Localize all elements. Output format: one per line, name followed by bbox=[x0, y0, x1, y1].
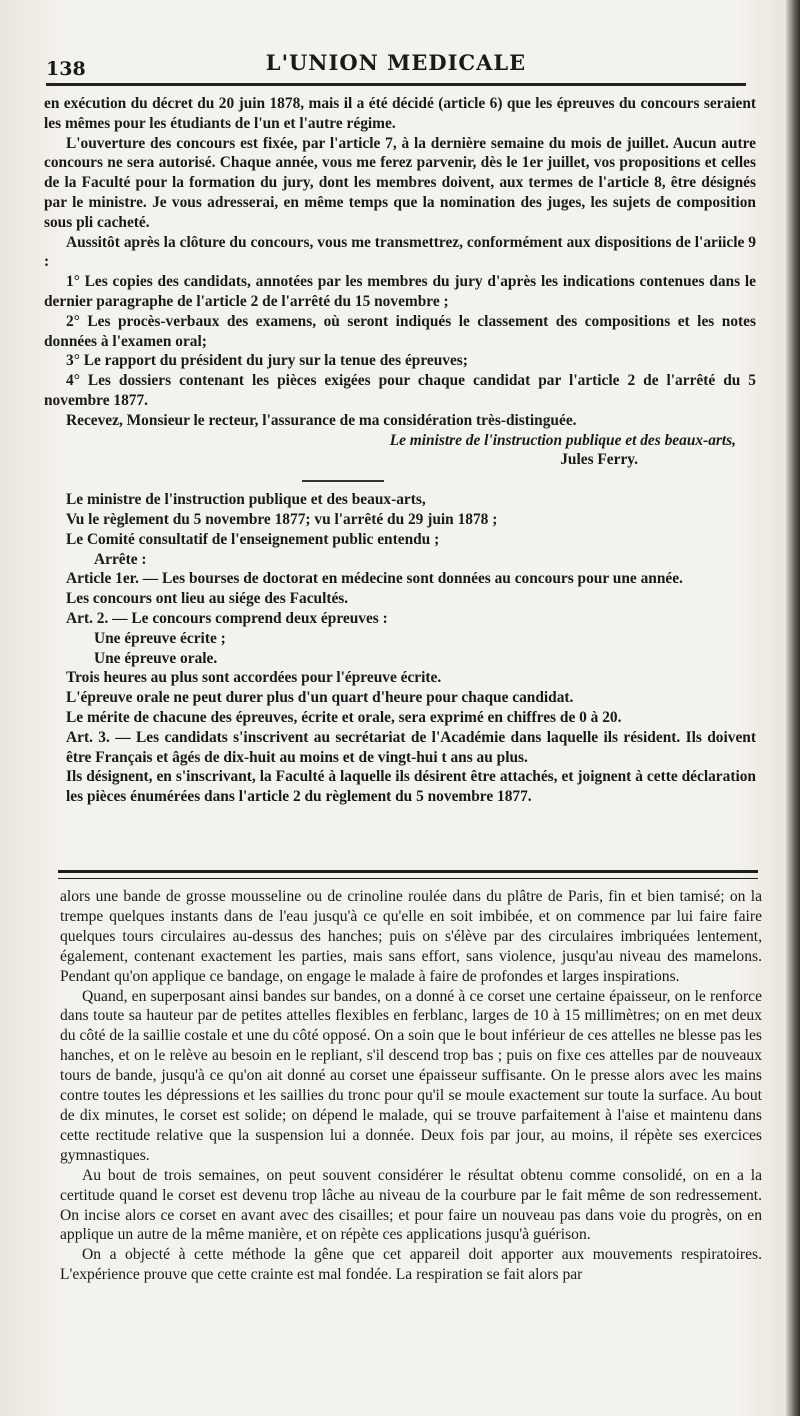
article-2-item: Une épreuve orale. bbox=[94, 649, 218, 667]
decree-paragraph: en exécution du décret du 20 juin 1878, mais il a été décidé (article 6) que les épreuves du concours seraient les mêmes pour les étudiants de l'un et l'autre régime. bbox=[44, 95, 756, 132]
article-body bbox=[60, 887, 762, 1285]
double-rule-divider bbox=[58, 870, 758, 879]
article-3-cont: Ils désignent, en s'inscrivant, la Faculté à laquelle ils désirent être attachés, et joignent à cette déclaration les pièces énumérées dans l'article 2 du règlement du 5 novembre 1877. bbox=[66, 768, 756, 806]
article-2-line: Trois heures au plus sont accordées pour l'épreuve écrite. bbox=[66, 669, 442, 687]
article-paragraph: alors une bande de grosse mousseline ou de crinoline roulée dans du plâtre de Paris, fin et bien tamisé; on la trempe quelques instants dans de l'eau jusqu'à ce qu'elle en soit imbibée, et on commence par lui faire faire quelques tours circulaires au-dessus des hanches; puis on s'élève par des circulaires imbriquées lentement, également, contenant exactement les parties, mais sans effort, sans violence, jusqu'au niveau des mamelons. Pendant qu'on applique ce bandage, on engage le malade à faire de profondes et larges inspirations. bbox=[60, 888, 762, 985]
page-header bbox=[46, 46, 746, 82]
decree-paragraph: L'ouverture des concours est fixée, par l'article 7, à la dernière semaine du mois de juillet. Aucun autre concours ne sera autorisé. Chaque année, vous me ferez parvenir, dès le 1er juillet, vos propositions et celles de la Faculté pour la formation du jury, dont les membres doivent, aux termes de l'article 8, être désignés par le ministre. Je vous adresserai, en même temps que la nomination des juges, les sujets de composition sous pli cacheté. bbox=[44, 134, 756, 231]
article-2: Art. 2. — Le concours comprend deux épreuves : bbox=[66, 609, 388, 627]
decree-closing: Recevez, Monsieur le recteur, l'assurance de ma considération très-distinguée. bbox=[66, 411, 577, 429]
article-2-item: Une épreuve écrite ; bbox=[94, 629, 226, 647]
decree-list-item: 2° Les procès-verbaux des examens, où seront indiqués le classement des compositions et les notes données à l'examen oral; bbox=[44, 312, 756, 350]
article-2-line: L'épreuve orale ne peut durer plus d'un quart d'heure pour chaque candidat. bbox=[66, 689, 574, 707]
decree-paragraph: Aussitôt après la clôture du concours, vous me transmettrez, conformément aux dispositions de l'ariicle 9 : bbox=[44, 233, 756, 271]
signature-title: Le ministre de l'instruction publique et des beaux-arts, bbox=[389, 431, 736, 449]
article-paragraph: Au bout de trois semaines, on peut souvent considérer le résultat obtenu comme consolidé, on en a la certitude quand le corset est devenu trop lâche au niveau de la courbure par le fait même de son redressement. On incise alors ce corset en avant avec des cisailles; et pour faire un nouveau pas dans voie du progrès, on en applique un autre de la même manière, et on répète ces applications jusqu'à guérison. bbox=[60, 1166, 762, 1244]
article-paragraph: On a objecté à cette méthode la gêne que cet appareil doit apporter aux mouvements respiratoires. L'expérience prouve que cette crainte est mal fondée. La respiration se fait alors par bbox=[60, 1246, 762, 1284]
arrete-line: Le Comité consultatif de l'enseignement public entendu ; bbox=[66, 530, 440, 548]
section-separator bbox=[302, 480, 384, 482]
article-1: Article 1er. — Les bourses de doctorat en médecine sont données au concours pour une année. bbox=[66, 570, 683, 588]
running-title: L'UNION MEDICALE bbox=[265, 50, 527, 75]
signature-name: Jules Ferry. bbox=[560, 451, 638, 469]
header-rule bbox=[46, 83, 746, 86]
page-number: 138 bbox=[46, 58, 86, 80]
arrete-line: Vu le règlement du 5 novembre 1877; vu l'arrêté du 29 juin 1878 ; bbox=[66, 510, 498, 528]
article-1-cont: Les concours ont lieu au siége des Facultés. bbox=[66, 590, 349, 608]
article-paragraph: Quand, en superposant ainsi bandes sur bandes, on a donné à ce corset une certaine épaisseur, on le renforce dans toute sa hauteur par de petites attelles flexibles en ferblanc, larges de 10 à 15 millimètres; on en met deux du côté de la saillie costale et une du côté opposé. On a soin que le bout inférieur de ces attelles ne blesse pas les hanches, et on le relève au besoin en le repliant, s'il descend trop bas ; puis on fixe ces attelles par de nouveaux tours de bande, jusqu'à ce qu'on ait donné au corset une épaisseur suffisante. On le presse alors avec les mains contre toutes les dépressions et les saillies du tronc pour qu'il se moule exactement sur toute la surface. Au bout de dix minutes, le corset est solide; on dépend le malade, qui se trouve parfaitement à l'aise et maintenu dans cette rectitude relative que la suspension lui a donnée. Deux fois par jour, au moins, il répète ses exercices gymnastiques. bbox=[60, 987, 762, 1164]
decree-list-item: 4° Les dossiers contenant les pièces exigées pour chaque candidat par l'article 2 de l'arrêté du 5 novembre 1877. bbox=[44, 372, 756, 409]
page-edge-shadow bbox=[786, 0, 800, 1416]
decree-list-item: 1° Les copies des candidats, annotées par les membres du jury d'après les indications contenues dans le dernier paragraphe de l'article 2 de l'arrêté du 15 novembre ; bbox=[44, 273, 756, 310]
decree-list-item: 3° Le rapport du président du jury sur la tenue des épreuves; bbox=[66, 352, 468, 370]
arrete-line: Le ministre de l'instruction publique et des beaux-arts, bbox=[66, 491, 426, 509]
article-2-line: Le mérite de chacune des épreuves, écrite et orale, sera exprimé en chiffres de 0 à 20. bbox=[66, 708, 622, 726]
article-3: Art. 3. — Les candidats s'inscrivent au secrétariat de l'Académie dans laquelle ils résident. Ils doivent être Français et âgés de dix-huit au moins et de vingt-hui t ans au plus. bbox=[66, 728, 756, 766]
arrete-heading: Arrête : bbox=[94, 550, 147, 568]
decree-section bbox=[44, 94, 756, 807]
